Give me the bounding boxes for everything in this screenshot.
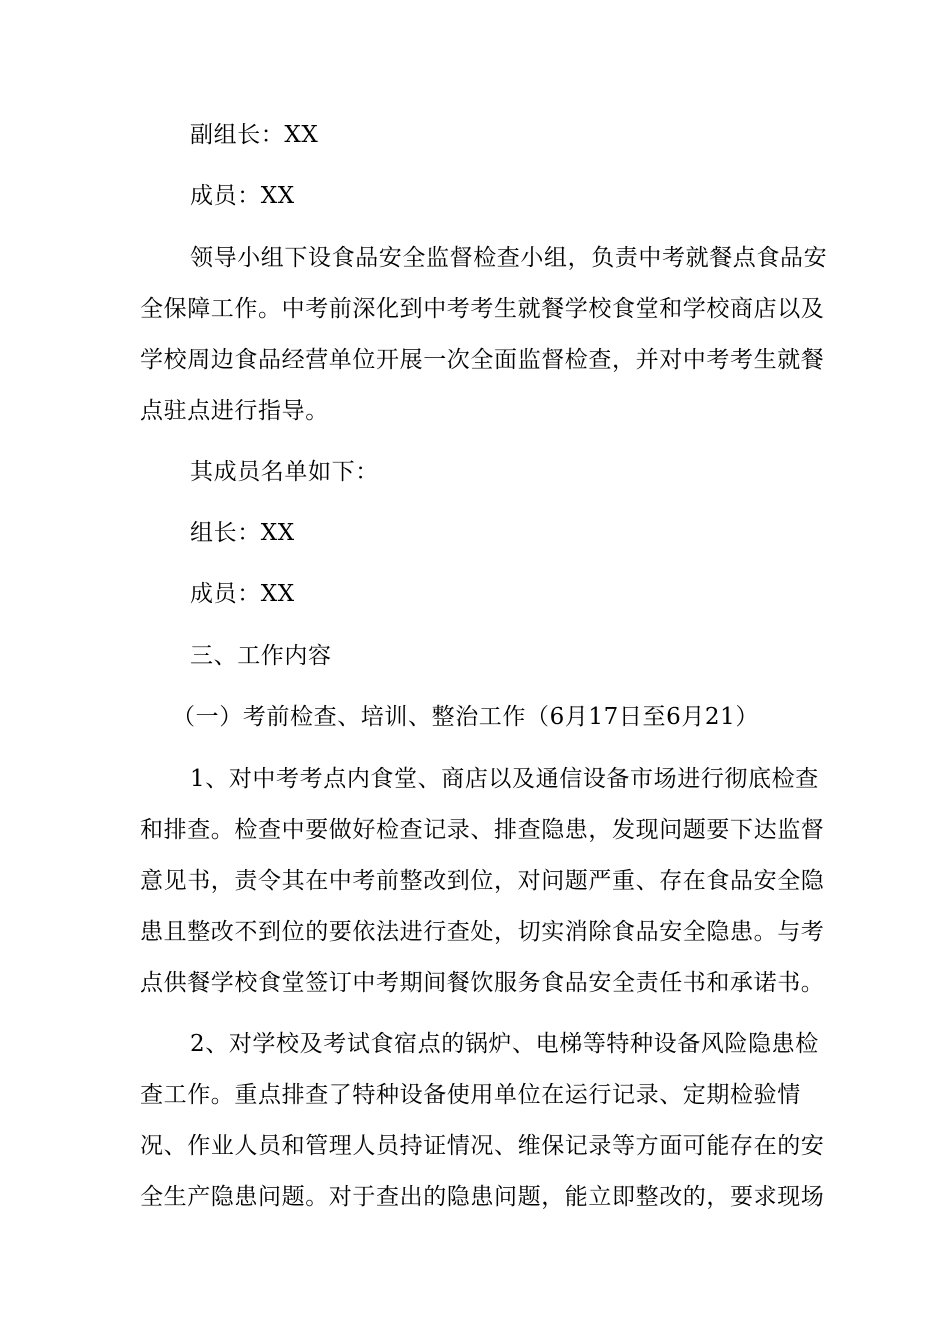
paragraph-line: 患且整改不到位的要依法进行查处，切实消除食品安全隐患。与考: [140, 919, 825, 945]
paragraph-line: 意见书，责令其在中考前整改到位，对问题严重、存在食品安全隐: [140, 868, 825, 894]
paragraph-line: 领导小组下设食品安全监督检查小组，负责中考就餐点食品安: [190, 245, 828, 271]
members-line-2: 成员：XX: [190, 581, 295, 607]
paragraph-line: 全生产隐患问题。对于查出的隐患问题，能立即整改的，要求现场: [140, 1184, 825, 1210]
members-line-1: 成员：XX: [190, 183, 295, 209]
paragraph-line: 和排查。检查中要做好检查记录、排查隐患，发现问题要下达监督: [140, 817, 825, 843]
paragraph-line: 况、作业人员和管理人员持证情况、维保记录等方面可能存在的安: [140, 1133, 825, 1159]
paragraph-line: 2、对学校及考试食宿点的锅炉、电梯等特种设备风险隐患检: [190, 1031, 819, 1057]
subsection-heading: （一）考前检查、培训、整治工作（6月17日至6月21）: [172, 704, 759, 730]
paragraph-line: 1、对中考考点内食堂、商店以及通信设备市场进行彻底检查: [190, 766, 819, 792]
leader-line: 组长：XX: [190, 520, 295, 546]
member-list-intro: 其成员名单如下：: [190, 459, 379, 485]
paragraph-line: 全保障工作。中考前深化到中考考生就餐学校食堂和学校商店以及: [140, 296, 825, 322]
paragraph-line: 点驻点进行指导。: [140, 398, 329, 424]
paragraph-line: 点供餐学校食堂签订中考期间餐饮服务食品安全责任书和承诺书。: [140, 970, 825, 996]
deputy-leader-line: 副组长：XX: [190, 122, 319, 148]
paragraph-line: 查工作。重点排查了特种设备使用单位在运行记录、定期检验情: [140, 1082, 801, 1108]
paragraph-line: 学校周边食品经营单位开展一次全面监督检查，并对中考考生就餐: [140, 347, 825, 373]
section-heading: 三、工作内容: [190, 643, 332, 669]
